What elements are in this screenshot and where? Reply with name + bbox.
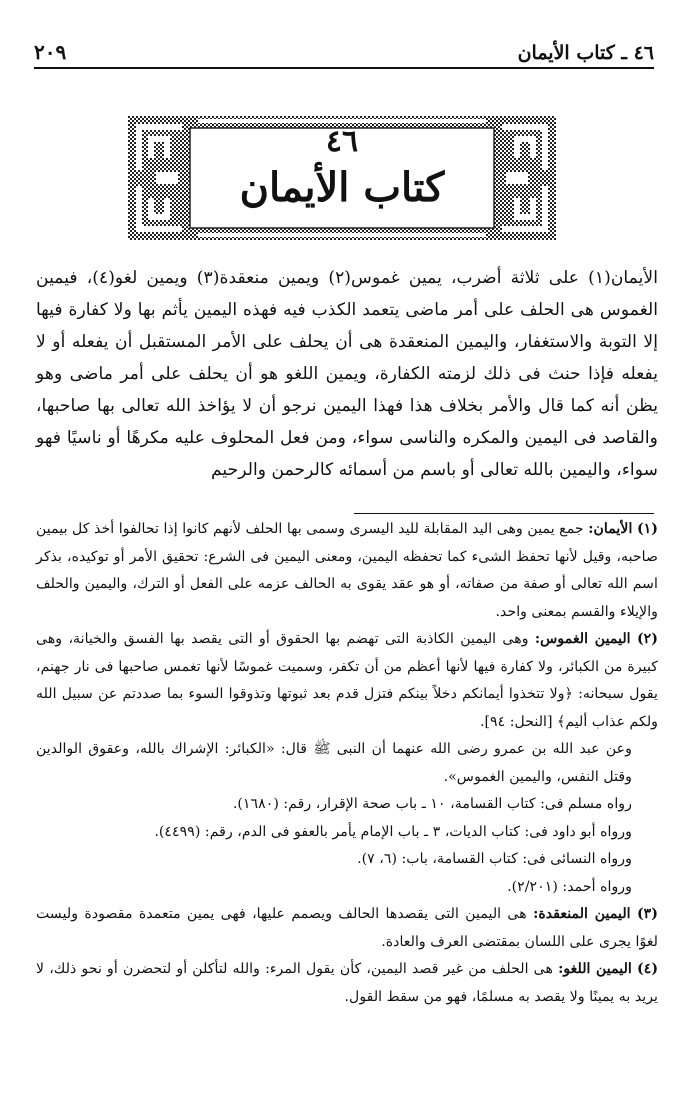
footnote-number: (٤): [636, 961, 659, 977]
main-text: [36, 262, 658, 486]
running-title: ٤٦ ـ كتاب الأيمان: [517, 42, 654, 64]
footnote-2-ref: ورواه أبو داود فى: كتاب الديات، ٣ ـ باب الإمام يأمر بالعفو فى الدم، رقم: (٤٤٩٩).: [154, 823, 632, 840]
footnote-number: (٣): [636, 906, 658, 922]
footnote-2-ref: ورواه النسائى فى: كتاب القسامة، باب: (٦، ٧).: [357, 851, 632, 867]
footnote-number: (١): [636, 521, 658, 537]
footnote-rule: [354, 513, 654, 514]
footnote-2: [36, 626, 658, 736]
footnotes: [36, 516, 658, 1011]
header-rule: [34, 67, 654, 69]
footnote-3: [36, 901, 658, 956]
chapter-number: ٤٦: [325, 124, 359, 159]
main-paragraph: الأيمان(١) على ثلاثة أضرب، يمين غموس(٢) ويمين منعقدة(٣) ويمين لغو(٤)، فيمين الغموس هى الحلف على أمر ماضى يتعمد الكذب فيه فهذه اليمين يأثم بها ولا كفارة فيها إلا التوبة والاستغفار، واليمين المنعقدة هى أن يحلف على الأمر المستقبل أن يفعله أو لا يفعله فإذا حنث فى ذلك لزمته الكفارة، ويمين اللغو هو أن يحلف على أمر ماضى وهو يظن أنه كما قال والأمر بخلاف هذا فهذا اليمين نرجو أن لا يؤاخذ الله تعالى بها صاحبها، والقاصد فى اليمين والمكره والناسى سواء، ومن فعل المحلوف عليه مكرهًا أو ناسيًا فهو سواء، واليمين بالله تعالى أو باسم من أسمائه كالرحمن والرحيم: [36, 268, 658, 480]
footnote-2-ref: رواه مسلم فى: كتاب القسامة، ١٠ ـ باب صحة الإقرار، رقم: (١٦٨٠).: [232, 796, 632, 812]
footnote-term: اليمين الغموس:: [534, 631, 631, 647]
footnote-text: هى الحلف من غير قصد اليمين، كأن يقول المرء: والله لتأكلن أو لتحضرن أو نحو ذلك، لا يريد به يمينًا ولا يقصد به مسلمًا، فهو من سقط القول.: [36, 961, 658, 1005]
running-header: [34, 36, 654, 64]
footnote-term: اليمين المنعقدة:: [533, 906, 631, 922]
footnote-1: [36, 516, 658, 626]
chapter-heading-frame: [128, 116, 556, 240]
footnote-term: الأيمان:: [588, 521, 633, 537]
page-number: ٢٠٩: [34, 40, 67, 64]
footnote-text: وهى اليمين الكاذبة التى تهضم بها الحقوق أو التى يقصد بها الفسق والخيانة، وهى كبيرة من الكبائر، ولا كفارة فيها لأنها أعظم من أن تكفر، وسميت غموسًا لأنها تغمس صاحبها فى نار جهنم، يقول سبحانه: ﴿ولا تتخذوا أيمانكم دخلاً بينكم فتزل قدم بعد ثبوتها وتذوقوا السوء بما صددتم عن سبيل الله ولكم عذاب أليم﴾ [النحل: ٩٤].: [36, 631, 658, 730]
footnote-number: (٢): [636, 631, 658, 647]
footnote-text: جمع يمين وهى اليد المقابلة لليد اليسرى وسمى بها الحلف لأنهم كانوا إذا تحالفوا أخذ كل بيمين صاحبه، وقيل لأنها تحفظ الشىء كما تحفظه اليمين، ومعنى اليمين فى الشرع: تحقيق الأمر أو توكيده، بذكر اسم الله تعالى أو صفة من صفاته، أو هو عقد يقوى به الحالف عزمه على الفعل أو الترك، واليمين والحلف والإيلاء والقسم بمعنى واحد.: [36, 521, 658, 620]
chapter-title: كتاب الأيمان: [239, 164, 445, 211]
footnote-text: هى اليمين التى يقصدها الحالف ويصمم عليها، فهى يمين متعمدة مقصودة وليست لغوًا يجرى على اللسان بمقتضى العرف والعادة.: [36, 906, 658, 950]
footnote-2-hadith: وعن عبد الله بن عمرو رضى الله عنهما أن النبى ﷺ قال: «الكبائر: الإشراك بالله، وعقوق الوالدين وقتل النفس، واليمين الغموس».: [36, 741, 632, 785]
footnote-4: [36, 956, 658, 1011]
footnote-term: اليمين اللغو:: [558, 961, 632, 977]
footnote-2-ref: ورواه أحمد: (٢/٢٠١).: [507, 878, 632, 895]
